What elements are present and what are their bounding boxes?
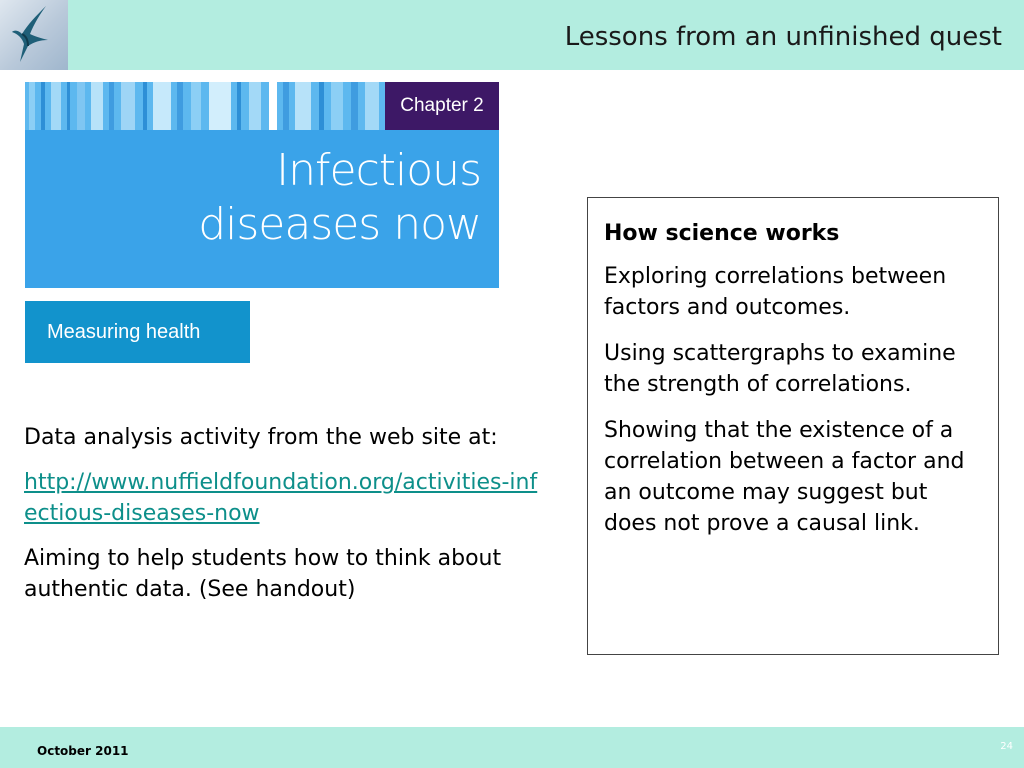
chapter-title-line1: Infectious bbox=[276, 145, 481, 196]
bird-logo-icon bbox=[0, 0, 68, 70]
footer-date: October 2011 bbox=[37, 744, 129, 758]
box-item: Using scattergraphs to examine the strength of correlations. bbox=[604, 341, 956, 397]
stripe-pattern-icon bbox=[25, 82, 385, 130]
footer-band bbox=[0, 727, 1024, 768]
how-science-works-box bbox=[587, 197, 999, 655]
chapter-title-line2: diseases now bbox=[198, 199, 481, 250]
box-heading: How science works bbox=[604, 221, 840, 246]
aim-text: Aiming to help students how to think about authentic data. (See handout) bbox=[24, 546, 502, 602]
slide-title: Lessons from an unfinished quest bbox=[564, 22, 1002, 52]
section-tag: Measuring health bbox=[25, 301, 250, 363]
activity-description bbox=[24, 422, 544, 619]
header-band bbox=[0, 0, 1024, 70]
page-number: 24 bbox=[1000, 741, 1013, 752]
chapter-label: Chapter 2 bbox=[385, 82, 499, 130]
box-item: Exploring correlations between factors and outcomes. bbox=[604, 264, 947, 320]
intro-text: Data analysis activity from the web site at: bbox=[24, 425, 498, 450]
activity-link[interactable]: http://www.nuffieldfoundation.org/activities-infectious-diseases-now bbox=[24, 470, 538, 526]
chapter-title bbox=[61, 144, 481, 252]
box-item: Showing that the existence of a correlation between a factor and an outcome may suggest but does not prove a causal link. bbox=[604, 418, 965, 536]
chapter-banner-image bbox=[25, 82, 499, 288]
